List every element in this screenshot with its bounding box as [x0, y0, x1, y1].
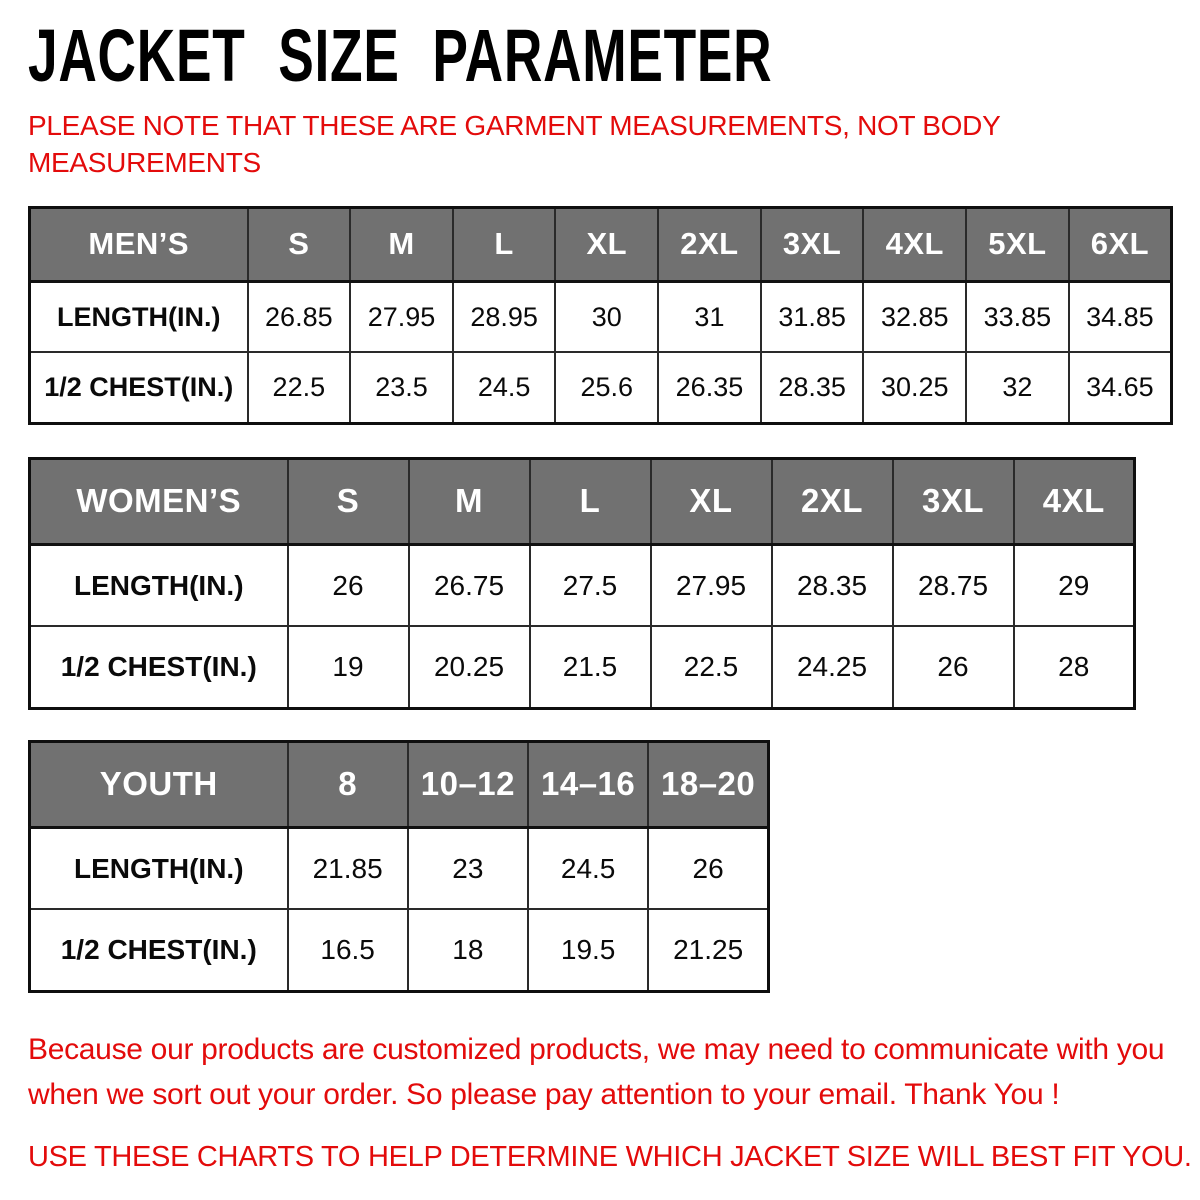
youth-length-value: 24.5: [528, 827, 648, 909]
youth-size-header: 18–20: [648, 741, 768, 827]
mens-chest-value: 26.35: [658, 352, 761, 423]
youth-table-title: YOUTH: [30, 741, 288, 827]
mens-size-header: M: [350, 207, 453, 281]
womens-length-value: 26: [288, 544, 409, 626]
womens-size-header: L: [530, 458, 651, 544]
mens-size-header: 2XL: [658, 207, 761, 281]
mens-size-table: [28, 206, 1173, 425]
youth-size-header: 14–16: [528, 741, 648, 827]
womens-length-value: 26.75: [409, 544, 530, 626]
page-title: [28, 14, 1200, 97]
youth-size-header: 8: [288, 741, 408, 827]
mens-size-header: 3XL: [761, 207, 864, 281]
youth-length-value: 21.85: [288, 827, 408, 909]
youth-chest-value: 19.5: [528, 909, 648, 991]
mens-chest-value: 25.6: [555, 352, 658, 423]
mens-chest-value: 34.65: [1069, 352, 1172, 423]
youth-chest-value: 16.5: [288, 909, 408, 991]
mens-length-value: 28.95: [453, 281, 556, 352]
womens-chest-row: [30, 626, 1135, 708]
customization-notice-line-1: Because our products are customized products, we may need to communicate with you: [28, 1032, 1165, 1066]
womens-length-value: 28.35: [772, 544, 893, 626]
mens-chest-value: 28.35: [761, 352, 864, 423]
chart-usage-advice: USE THESE CHARTS TO HELP DETERMINE WHICH JACKET SIZE WILL BEST FIT YOU.: [28, 1140, 1192, 1173]
womens-size-header: 2XL: [772, 458, 893, 544]
mens-length-row: [30, 281, 1172, 352]
womens-header-row: [30, 458, 1135, 544]
womens-length-value: 29: [1014, 544, 1135, 626]
mens-length-value: 33.85: [966, 281, 1069, 352]
womens-size-header: 3XL: [893, 458, 1014, 544]
mens-length-value: 32.85: [863, 281, 966, 352]
youth-chest-row: [30, 909, 769, 991]
mens-length-value: 27.95: [350, 281, 453, 352]
womens-chest-value: 28: [1014, 626, 1135, 708]
customization-notice-line-2: when we sort out your order. So please pay attention to your email. Thank You !: [28, 1077, 1060, 1111]
youth-length-value: 23: [408, 827, 528, 909]
womens-chest-value: 21.5: [530, 626, 651, 708]
mens-size-header: XL: [555, 207, 658, 281]
mens-header-row: [30, 207, 1172, 281]
womens-size-header: M: [409, 458, 530, 544]
mens-chest-label: 1/2 CHEST(IN.): [30, 352, 248, 423]
mens-length-label: LENGTH(IN.): [30, 281, 248, 352]
womens-chest-value: 26: [893, 626, 1014, 708]
mens-size-header: L: [453, 207, 556, 281]
womens-chest-value: 24.25: [772, 626, 893, 708]
page-title-text: JACKET SIZE PARAMETER: [28, 14, 773, 97]
womens-length-label: LENGTH(IN.): [30, 544, 288, 626]
womens-size-header: XL: [651, 458, 772, 544]
womens-length-row: [30, 544, 1135, 626]
womens-length-value: 27.5: [530, 544, 651, 626]
mens-chest-value: 32: [966, 352, 1069, 423]
youth-size-table: [28, 740, 770, 993]
womens-chest-value: 20.25: [409, 626, 530, 708]
mens-chest-value: 23.5: [350, 352, 453, 423]
mens-length-value: 34.85: [1069, 281, 1172, 352]
garment-measurement-note: [28, 108, 1200, 182]
youth-length-value: 26: [648, 827, 768, 909]
mens-length-value: 31.85: [761, 281, 864, 352]
youth-chest-value: 18: [408, 909, 528, 991]
mens-chest-value: 22.5: [248, 352, 351, 423]
mens-size-header: 6XL: [1069, 207, 1172, 281]
womens-table-title: WOMEN’S: [30, 458, 288, 544]
mens-length-value: 31: [658, 281, 761, 352]
youth-chest-label: 1/2 CHEST(IN.): [30, 909, 288, 991]
mens-length-value: 26.85: [248, 281, 351, 352]
youth-length-row: [30, 827, 769, 909]
customization-notice: [28, 1027, 1188, 1117]
womens-size-header: S: [288, 458, 409, 544]
womens-chest-value: 22.5: [651, 626, 772, 708]
note-line-1: PLEASE NOTE THAT THESE ARE GARMENT MEASUREMENTS, NOT BODY: [28, 110, 1001, 141]
mens-chest-value: 24.5: [453, 352, 556, 423]
youth-size-header: 10–12: [408, 741, 528, 827]
womens-chest-value: 19: [288, 626, 409, 708]
mens-size-header: S: [248, 207, 351, 281]
youth-length-label: LENGTH(IN.): [30, 827, 288, 909]
mens-chest-row: [30, 352, 1172, 423]
mens-size-header: 5XL: [966, 207, 1069, 281]
youth-chest-value: 21.25: [648, 909, 768, 991]
womens-size-header: 4XL: [1014, 458, 1135, 544]
mens-chest-value: 30.25: [863, 352, 966, 423]
womens-length-value: 27.95: [651, 544, 772, 626]
womens-chest-label: 1/2 CHEST(IN.): [30, 626, 288, 708]
womens-length-value: 28.75: [893, 544, 1014, 626]
note-line-2: MEASUREMENTS: [28, 146, 261, 178]
youth-header-row: [30, 741, 769, 827]
mens-length-value: 30: [555, 281, 658, 352]
womens-size-table: [28, 457, 1136, 710]
mens-size-header: 4XL: [863, 207, 966, 281]
mens-table-title: MEN’S: [30, 207, 248, 281]
